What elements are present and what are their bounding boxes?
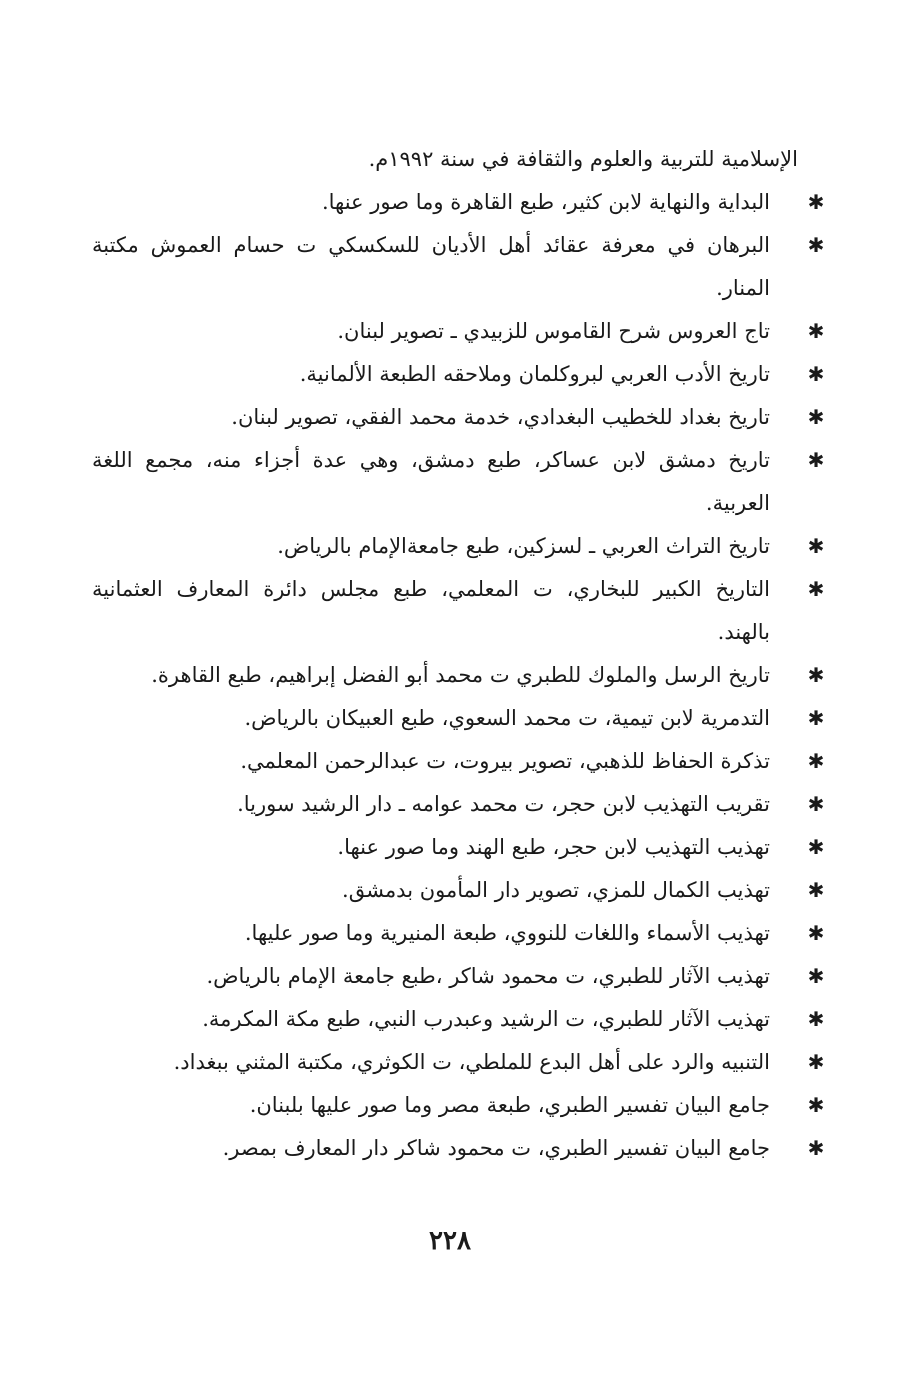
entry-text: البداية والنهاية لابن كثير، طبع القاهرة وما صور عنها.: [321, 190, 770, 214]
asterisk-bullet-icon: ✱: [807, 233, 825, 257]
asterisk-bullet-icon: ✱: [807, 534, 825, 558]
entry-text: التاريخ الكبير للبخاري، ت المعلمي، طبع مجلس دائرة المعارف العثمانية: [92, 577, 770, 601]
bibliography-entry: [92, 826, 828, 869]
asterisk-bullet-icon: ✱: [807, 362, 825, 386]
entry-text-continuation: العربية.: [705, 491, 770, 515]
asterisk-bullet-icon: ✱: [807, 1050, 825, 1074]
entry-text: تهذيب الآثار للطبري، ت الرشيد وعبدرب النبي، طبع مكة المكرمة.: [202, 1007, 770, 1031]
entry-text: تقريب التهذيب لابن حجر، ت محمد عوامه ـ دار الرشيد سوريا.: [237, 792, 770, 816]
bibliography-entry: [92, 1041, 828, 1084]
bibliography-entry: [92, 998, 828, 1041]
bibliography-entry: [92, 568, 828, 654]
bibliography-entry: [92, 224, 828, 310]
asterisk-bullet-icon: ✱: [807, 749, 825, 773]
asterisk-bullet-icon: ✱: [807, 319, 825, 343]
entry-text: تهذيب التهذيب لابن حجر، طبع الهند وما صور عنها.: [337, 835, 770, 859]
asterisk-bullet-icon: ✱: [807, 921, 825, 945]
asterisk-bullet-icon: ✱: [807, 448, 825, 472]
asterisk-bullet-icon: ✱: [807, 190, 825, 214]
bibliography-entry: [92, 181, 828, 224]
entry-text-continuation: المنار.: [716, 276, 770, 300]
page-number: ٢٢٨: [429, 1226, 471, 1256]
bibliography-entry: [92, 697, 828, 740]
asterisk-bullet-icon: ✱: [807, 792, 825, 816]
continuation-line: الإسلامية للتربية والعلوم والثقافة في سنة ١٩٩٢م.: [368, 147, 798, 171]
asterisk-bullet-icon: ✱: [807, 964, 825, 988]
entry-text: تاريخ التراث العربي ـ لسزكين، طبع جامعةالإمام بالرياض.: [277, 534, 770, 558]
entry-text: تاريخ الرسل والملوك للطبري ت محمد أبو الفضل إبراهيم، طبع القاهرة.: [151, 663, 770, 687]
asterisk-bullet-icon: ✱: [807, 1007, 825, 1031]
entry-text: تهذيب الكمال للمزي، تصوير دار المأمون بدمشق.: [342, 878, 770, 902]
entry-text: تاريخ بغداد للخطيب البغدادي، خدمة محمد الفقي، تصوير لبنان.: [231, 405, 770, 429]
bibliography-entry: [92, 525, 828, 568]
entry-text: التنبيه والرد على أهل البدع للملطي، ت الكوثري، مكتبة المثني ببغداد.: [173, 1050, 770, 1074]
asterisk-bullet-icon: ✱: [807, 878, 825, 902]
asterisk-bullet-icon: ✱: [807, 405, 825, 429]
bibliography-entry: [92, 353, 828, 396]
bibliography-entry: [92, 439, 828, 525]
bibliography-entry: [92, 396, 828, 439]
entry-text: البرهان في معرفة عقائد أهل الأديان للسكسكي ت حسام العموش مكتبة: [92, 233, 770, 257]
entry-text: جامع البيان تفسير الطبري، ت محمود شاكر دار المعارف بمصر.: [222, 1136, 770, 1160]
bibliography-entry: [92, 310, 828, 353]
asterisk-bullet-icon: ✱: [807, 1136, 825, 1160]
entries-container: [92, 181, 828, 1170]
bibliography-entry: [92, 869, 828, 912]
entry-text: تاريخ الأدب العربي لبروكلمان وملاحقه الطبعة الألمانية.: [299, 362, 770, 386]
entry-text: تهذيب الأسماء واللغات للنووي، طبعة المنيرية وما صور عليها.: [244, 921, 770, 945]
bibliography-entry: [92, 740, 828, 783]
asterisk-bullet-icon: ✱: [807, 663, 825, 687]
asterisk-bullet-icon: ✱: [807, 835, 825, 859]
asterisk-bullet-icon: ✱: [807, 1093, 825, 1117]
entry-text: تذكرة الحفاظ للذهبي، تصوير بيروت، ت عبدالرحمن المعلمي.: [240, 749, 770, 773]
bibliography-entry: [92, 783, 828, 826]
entry-text-continuation: بالهند.: [717, 620, 770, 644]
entry-text: التدمرية لابن تيمية، ت محمد السعوي، طبع العبيكان بالرياض.: [244, 706, 770, 730]
bibliography-entry: [92, 654, 828, 697]
bibliography-list: [92, 138, 828, 1170]
entry-text: تاج العروس شرح القاموس للزبيدي ـ تصوير لبنان.: [337, 319, 770, 343]
bibliography-entry: [92, 1084, 828, 1127]
asterisk-bullet-icon: ✱: [807, 577, 825, 601]
entry-text: جامع البيان تفسير الطبري، طبعة مصر وما صور عليها بلبنان.: [249, 1093, 770, 1117]
entry-text: تهذيب الآثار للطبري، ت محمود شاكر ،طبع جامعة الإمام بالرياض.: [206, 964, 770, 988]
bibliography-entry: [92, 912, 828, 955]
bibliography-entry: [92, 1127, 828, 1170]
asterisk-bullet-icon: ✱: [807, 706, 825, 730]
entry-text: تاريخ دمشق لابن عساكر، طبع دمشق، وهي عدة أجزاء منه، مجمع اللغة: [92, 448, 770, 472]
bibliography-entry: [92, 955, 828, 998]
